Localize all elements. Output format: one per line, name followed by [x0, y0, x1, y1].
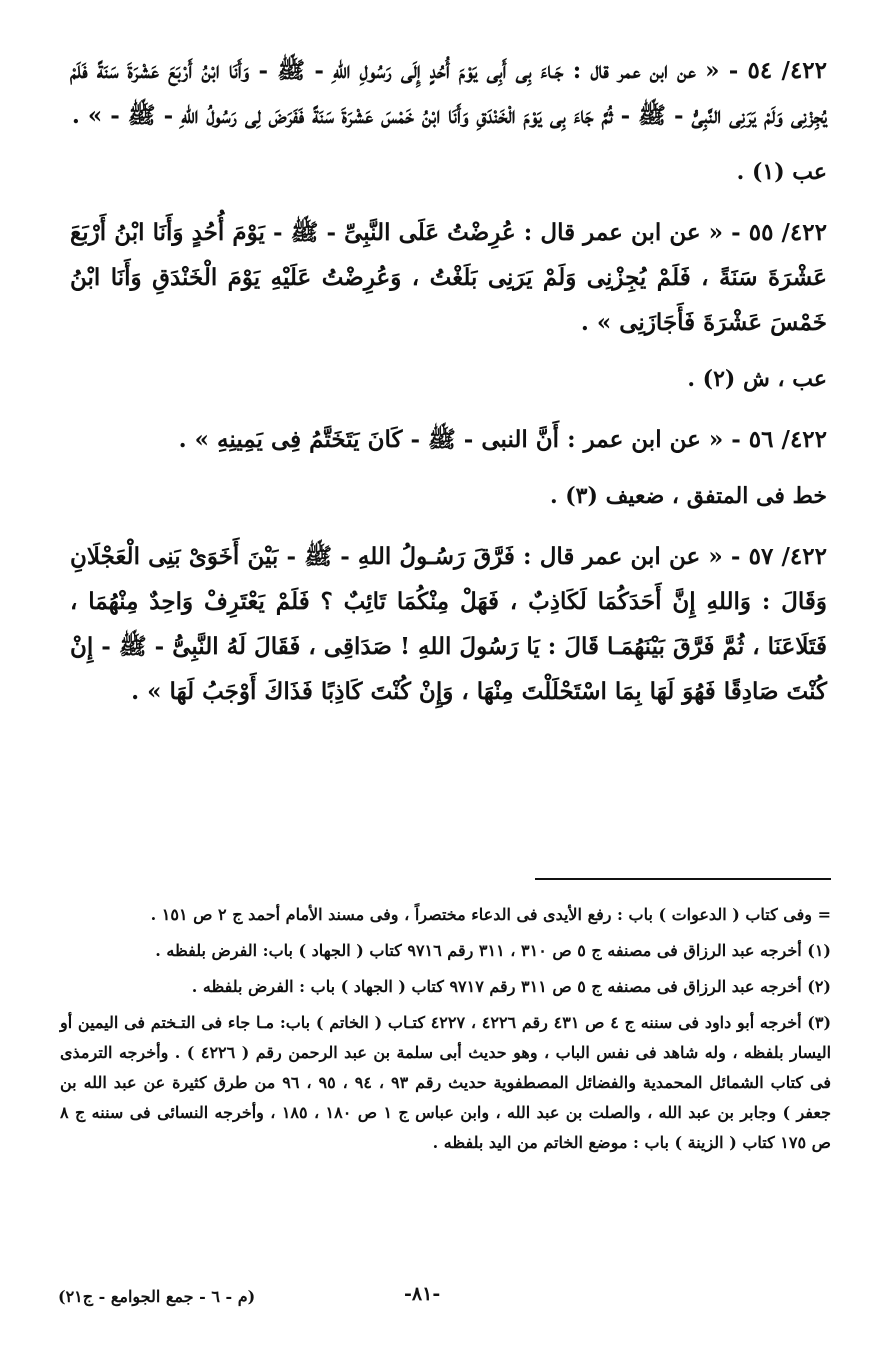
footnote-separator [535, 878, 831, 880]
hadith-54: ٤٢٢/ ٥٤ - « عن ابن عمر قال : جَـاءَ بِى أَبِى يَوْمَ أُحُدٍ إِلَى رَسُولِ اللهِ - ﷺ - وَأَنَا ابْنُ أَرْبَعَ عَشْرَةَ سَنَةً فَلَمْ يُجِزْنِى وَلَمْ يَرَنِى النَّبِىُّ - ﷺ - ثُمَّ جَاءَ بِى يَوْمَ الْخَنْدَقِ وَأَنَا ابْنُ خَمْسَ عَشْرَةَ سَنَةً فَفَرَضَ لِى رَسُولُ اللهِ - ﷺ - » . [70, 57, 827, 129]
volume-signature: (م - ٦ - جمع الجوامع - ج٢١) [58, 1287, 256, 1306]
footnote-continuation: = وفى كتاب ( الدعوات ) باب : رفع الأيدى فى الدعاء مختصراً ، وفى مسند الأمام أحمد ج ٢ ص ١٥١ . [150, 905, 831, 924]
hadith-55-source: عب ، ش (٢) . [687, 366, 827, 392]
page-number: -٨١- [404, 1283, 441, 1305]
footnotes [60, 900, 831, 1164]
hadith-57: ٤٢٢/ ٥٧ - « عن ابن عمر قال : فَرَّقَ رَسُـولُ اللهِ - ﷺ - بَيْنَ أَخَوَىْ بَنِى الْعَجْلَانِ وَقَالَ : وَاللهِ إِنَّ أَحَدَكُمَا لَكَاذِبٌ ، فَهَلْ مِنْكُمَا تَائِبٌ ؟ فَلَمْ يَعْتَرِفْ وَاحِدٌ مِنْهُمَا ، فَتَلَاعَنَا ، ثُمَّ فَرَّقَ بَيْنَهُمَـا قَالَ : يَا رَسُولَ اللهِ ! صَدَاقِى ، فَقَالَ لَهُ النَّبِىُّ - ﷺ - إِنْ كُنْتَ صَادِقًا فَهُوَ لَهَا بِمَا اسْتَحْلَلْتَ مِنْهَا ، وَإِنْ كُنْتَ كَاذِبًا فَذَاكَ أَوْجَبُ لَهَا » . [70, 543, 827, 705]
main-text [70, 48, 827, 728]
footnote-2: (٢) أخرجه عبد الرزاق فى مصنفه ج ٥ ص ٣١١ رقم ٩٧١٧ كتاب ( الجهاد ) باب : الفرض بلفظه . [191, 977, 831, 996]
hadith-54-source: عب (١) . [736, 159, 827, 185]
footnote-3: (٣) أخرجه أبو داود فى سننه ج ٤ ص ٤٣١ رقم ٤٢٢٦ ، ٤٢٢٧ كتـاب ( الخاتم ) باب: مـا جاء فى التـختم فى اليمين أو اليسار بلفظه ، وله شاهد فى نفس الباب ، وهو حديث أبى سلمة بن عبد الرحمن رقم ( ٤٢٢٦ ) . وأخرجه الترمذى فى كتاب الشمائل المحمدية والفضائل المصطفوية حديث رقم ٩٣ ، ٩٤ ، ٩٥ ، ٩٦ من طرق كثيرة عن عبد الله بن جعفر ) وجابر بن عبد الله ، والصلت بن عبد الله ، وابن عباس ج ١ ص ١٨٠ ، ١٨٥ ، وأخرجه النسائى فى سننه ج ٨ ص ١٧٥ كتاب ( الزينة ) باب : موضع الخاتم من اليد بلفظه . [60, 1013, 832, 1152]
hadith-56: ٤٢٢/ ٥٦ - « عن ابن عمر : أَنَّ النبى - ﷺ - كَانَ يَتَخَتَّمُ فِى يَمِينِهِ » . [178, 426, 827, 453]
hadith-56-source: خط فى المتفق ، ضعيف (٣) . [549, 483, 827, 509]
footnote-1: (١) أخرجه عبد الرزاق فى مصنفه ج ٥ ص ٣١٠ ، ٣١١ رقم ٩٧١٦ كتاب ( الجهاد ) باب: الفرض بلفظه . [155, 941, 831, 960]
hadith-55: ٤٢٢/ ٥٥ - « عن ابن عمر قال : عُرِضْتُ عَلَى النَّبِىِّ - ﷺ - يَوْمَ أُحُدٍ وَأَنَا ابْنُ أَرْبَعَ عَشْرَةَ سَنَةً ، فَلَمْ يُجِزْنِى وَلَمْ يَرَنِى بَلَغْتُ ، وَعُرِضْتُ عَلَيْهِ يَوْمَ الْخَنْدَقِ وَأَنَا ابْنُ خَمْسَ عَشْرَةَ فَأَجَازَنِى » . [70, 219, 827, 336]
